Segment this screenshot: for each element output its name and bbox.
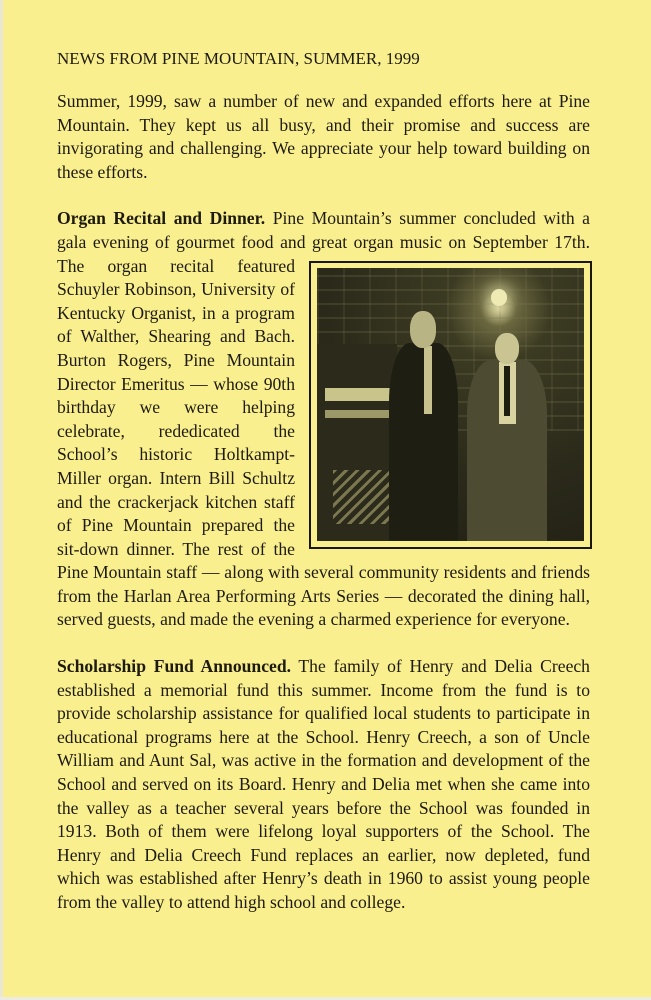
photo-frame (309, 261, 592, 549)
section-heading: Scholarship Fund Announced. (57, 656, 291, 677)
newsletter-page (57, 47, 590, 938)
photo-lamp (491, 289, 507, 305)
section-body: The family of Henry and Delia Creech established a memorial fund this summer. Income from the fund is to provide scholarship assistance for qualified local students to participate in educational programs here at the School. Henry Creech, a son of Uncle William and Aunt Sal, was active in the formation and development of the School and served on its Board. Henry and Delia met when she came into the valley as a teacher several years before the School was founded in 1913. Both of them were lifelong loyal supporters of the School. The Henry and Delia Creech Fund replaces an earlier, now depleted, fund which was established after Henry’s death in 1960 to assist young people from the valley to attend high school and college. (57, 656, 590, 912)
intro-paragraph: Summer, 1999, saw a number of new and expanded efforts here at Pine Mountain. They kept us all busy, and their promise and success are invigorating and challenging. We appreciate your help toward building on these efforts. (57, 91, 590, 182)
section-body: Pine Mountain’s summer concluded with a gala evening of gourmet food and great organ music on September 17th. (57, 208, 590, 252)
photo-organ-keys (325, 388, 392, 402)
section-body-continued: The organ recital featured Schuyler Robinson, University of Kentucky Organist, in a program of Walther, Shearing and Bach. Burton Rogers, Pine Mountain Director Emeritus — whose 90th birthday we were helping celebrate, rededicated the School’s historic Holtkampt-Miller organ. Intern Bill Schultz and the crackerjack kitchen staff of Pine Mountain prepared the sit-down dinner. The rest of the Pine Mountain staff — along with several community residents and friends from the Harlan Area Performing Arts Series — decorated the dining hall, served guests, and made the evening a charmed experience for everyone. (57, 255, 590, 630)
page-edge (0, 0, 3, 1000)
photo-person (389, 311, 458, 540)
section-heading: Organ Recital and Dinner. (57, 208, 266, 229)
photo-organ-keys (325, 410, 392, 418)
organ-photo (317, 268, 584, 541)
section-organ-recital (57, 207, 590, 632)
page-title: NEWS FROM PINE MOUNTAIN, SUMMER, 1999 (57, 49, 420, 68)
section-scholarship-fund (57, 655, 590, 915)
photo-person (467, 333, 547, 540)
